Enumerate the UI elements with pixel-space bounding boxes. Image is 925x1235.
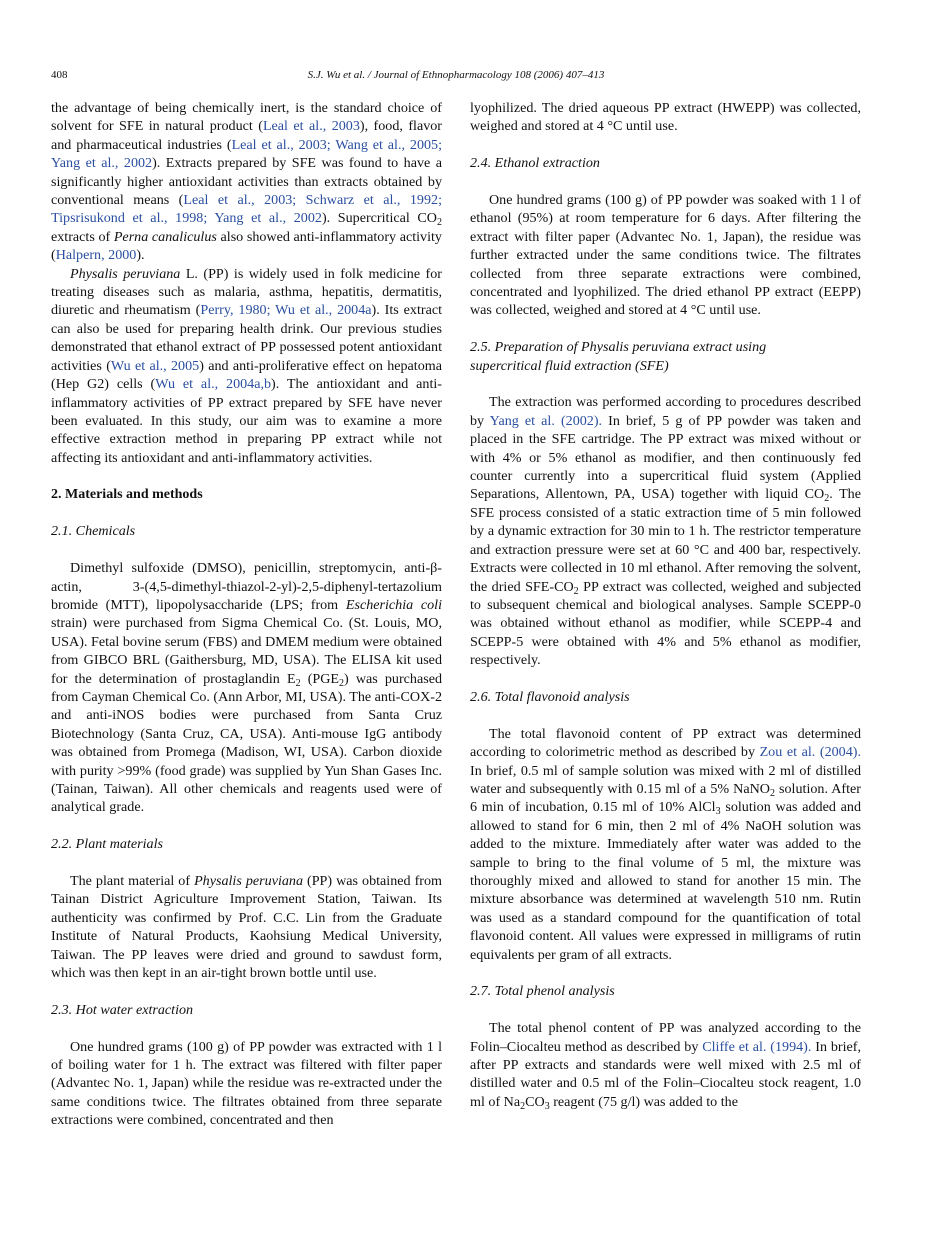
text: also showed anti-inflammatory activity ( [51,228,442,264]
species-name: Perna canaliculus [113,228,217,245]
subsection-heading: 2.7. Total phenol analysis [470,983,615,1000]
subscript: 2 [520,1100,526,1112]
paragraph-intro-2 [51,265,442,467]
citation-link[interactable]: Leal et al., 2003; Schwarz et al., 1992; Tipsrisukond et al., 1998; Yang et al., 2002 [51,192,442,227]
text: ) was purchased from Cayman Chemical Co. (Ann Arbor, MI, USA). The anti-COX-2 and anti-iNOS bodies were purchased from Santa Cruz Biotechnology (Santa Cruz, CA, USA). Anti-mouse IgG antibody was obtained from Promega (Madison, WI, USA). Carbon dioxide with purity >99% (food grade) was supplied by Yun Shan Gases Inc. (Tainan, Taiwan). All other chemicals and reagents used were of analytical grade. [51,670,442,816]
subscript: 2 [769,787,775,799]
text: L. (PP) is widely used in folk medicine for treating diseases such as malaria, asthma, hepatitis, dermatitis, diuretic and rheumatism ( [51,265,442,319]
running-title: S.J. Wu et al. / Journal of Ethnopharmacology 108 (2006) 407–413 [307,69,605,81]
species-name: Physalis peruviana [70,265,181,282]
subscript: 2 [295,677,301,689]
paragraph-sfe [470,393,861,669]
text: reagent (75 g/l) was added to the [549,1093,738,1110]
text: solution. After 6 min of incubation, 0.15 ml of 10% AlCl [470,780,861,816]
text: ) and anti-proliferative effect on hepatoma (Hep G2) cells ( [51,357,442,393]
heading-line: supercritical fluid extraction (SFE) [470,357,669,374]
subsection-heading: 2.2. Plant materials [51,836,163,853]
subsection-heading: 2.1. Chemicals [51,523,136,540]
subsection-heading: 2.4. Ethanol extraction [470,155,600,172]
citation-link[interactable]: Leal et al., 2003 [262,118,360,135]
paragraph-chemicals [51,559,442,817]
text: The total flavonoid content of PP extract was determined according to colorimetric method as described by [470,725,861,761]
page-header [51,69,861,87]
citation-link[interactable]: Perry, 1980; Wu et al., 2004a [200,302,372,319]
right-column [470,99,861,1111]
text: (PGE [300,670,340,687]
text: extracts of [51,228,114,245]
text: . The SFE process consisted of a static extraction time of 5 min followed by a dynamic extraction for 30 min to 1 h. The restrictor temperature and extraction pressure were set at 60 °C and 400 bar, respectively. Extracts were collected in 10 ml ethanol. After removing the solvent, the dried SFE-CO [470,486,861,595]
text: ). [136,247,145,264]
text: ). Extracts prepared by SFE was found to have a significantly higher antioxidant activities than extracts obtained by conventional means ( [51,155,443,209]
subsection-heading: 2.3. Hot water extraction [51,1001,194,1018]
paragraph-flavonoid [470,725,861,964]
paragraph-ethanol: One hundred grams (100 g) of PP powder was soaked with 1 l of ethanol (95%) at room temperature for 6 days. After filtering the extract with filter paper (Advantec No. 1, Japan), the residue was further extracted under the same conditions twice. The filtrates collected from three separate extractions were combined, concentrated and lyophilized. The dried ethanol PP extract (EEPP) was collected, weighed and stored at 4 °C until use. [470,192,861,319]
text: strain) were purchased from Sigma Chemical Co. (St. Louis, MO, USA). Fetal bovine serum (FBS) and DMEM medium were obtained from GIBCO BRL (Gaithersburg, MD, USA). The ELISA kit used for the determination of prostaglandin E [51,615,442,687]
citation-link[interactable]: Cliffe et al. (1994). [702,1038,812,1055]
subsection-heading [470,338,861,375]
subscript: 2 [573,585,579,597]
citation-link[interactable]: Wu et al., 2005 [110,357,200,374]
text: ), food, flavor and pharmaceutical industries ( [51,118,443,153]
species-name: Physalis peruviana [194,872,303,889]
text: Dimethyl sulfoxide (DMSO), penicillin, streptomycin, anti-β-actin, 3-(4,5-dimethyl-thiazol-2-yl)-2,5-diphenyl-tertazolium bromide (MTT), lipopolysaccharide (LPS; from [51,560,442,613]
text: The plant material of [70,872,195,889]
text: ). Supercritical CO [321,210,437,227]
subscript: 2 [437,217,442,229]
page-number: 408 [51,69,68,81]
subscript: 3 [544,1100,550,1112]
text: The total phenol content of PP was analyzed according to the Folin–Ciocalteu method as described by [470,1020,861,1055]
citation-link[interactable]: Leal et al., 2003; Wang et al., 2005; Yang et al., 2002 [51,136,442,172]
citation-link[interactable]: Wu et al., 2004a,b [155,376,272,393]
paragraph-phenol [470,1019,861,1111]
text: In brief, 0.5 ml of sample solution was mixed with 2 ml of distilled water and subsequently with 0.15 ml of a 5% NaNO [470,762,861,797]
paragraph-hot-water: One hundred grams (100 g) of PP powder was extracted with 1 l of boiling water for 1 h. The extract was filtered with filter paper (Advantec No. 1, Japan) while the residue was re-extracted under the same conditions twice. The filtrates obtained from three separate extractions were combined, concentrated and then [51,1038,442,1129]
paragraph-plant-materials [51,872,442,982]
text: PP extract was collected, weighed and subjected to subsequent chemical and biological analyses. Sample SCEPP-0 was obtained without ethanol as modifier, while SCEPP-4 and SCEPP-5 were obtained with 4% and 5% ethanol as modifier, respectively. [470,578,861,669]
subscript: 2 [824,493,830,505]
text: (PP) was obtained from Tainan District Agriculture Improvement Station, Taiwan. Its authenticity was confirmed by Prof. C.C. Lin from the Graduate Institute of Natural Products, Kaohsiung Medical University, Taiwan. The PP leaves were dried and ground to sawdust form, which was then kept in an air-tight brown bottle until use. [51,872,442,982]
text: In brief, 5 g of PP powder was taken and placed in the SFE cartridge. The PP extract was mixed without or with 4% or 5% ethanol as modifier, and then continuously fed counter currently into a supercritical fluid system (Applied Separations, Allentown, PA, USA) together with liquid CO [470,412,861,503]
citation-link[interactable]: Zou et al. (2004). [759,744,861,761]
subscript: 3 [715,806,721,818]
species-name: Escherichia coli [345,596,442,613]
text: the advantage of being chemically inert, is the standard choice of solvent for SFE in natural product ( [51,100,442,135]
heading-line: 2.5. Preparation of Physalis peruviana extract using [470,339,767,356]
text: CO [525,1093,545,1110]
paragraph-intro-1 [51,99,442,265]
text: In brief, after PP extracts and standards were well mixed with 2.5 ml of distilled water and 0.5 ml of the Folin–Ciocalteu stock reagent, 1.0 ml of Na [470,1038,861,1110]
subscript: 2 [339,677,345,689]
left-column [51,99,442,1130]
subsection-heading: 2.6. Total flavonoid analysis [470,688,630,705]
citation-link[interactable]: Halpern, 2000 [55,247,137,264]
section-heading: 2. Materials and methods [51,486,203,502]
text: ). Its extract can also be used for preparing health drink. Our previous studies demonstrated that ethanol extract of PP possessed potent antioxidant activities ( [51,302,443,374]
paragraph-continued: lyophilized. The dried aqueous PP extract (HWEPP) was collected, weighed and stored at 4 °C until use. [470,100,861,135]
text: solution was added and allowed to stand for 6 min, then 2 ml of 4% NaOH solution was added to the mixture. Immediately after water was added to the sample to bring to the final volume of 5 ml, the mixture was thoroughly mixed and allowed to stand for another 15 min. The mixture absorbance was determined at wavelength 510 nm. Rutin was used as a standard compound for the quantification of total flavonoid content. All values were expressed in milligrams of rutin equivalents per gram of all extracts. [470,799,861,963]
citation-link[interactable]: Yang et al. (2002). [489,412,603,429]
text: The extraction was performed according to procedures described by [470,394,861,429]
text: ). The antioxidant and anti-inflammatory activities of PP extract prepared by SFE have never been evaluated. In this study, our aim was to examine a more effective extraction method in preparing PP extract while not affecting its antioxidant and anti-inflammatory activities. [51,376,442,466]
